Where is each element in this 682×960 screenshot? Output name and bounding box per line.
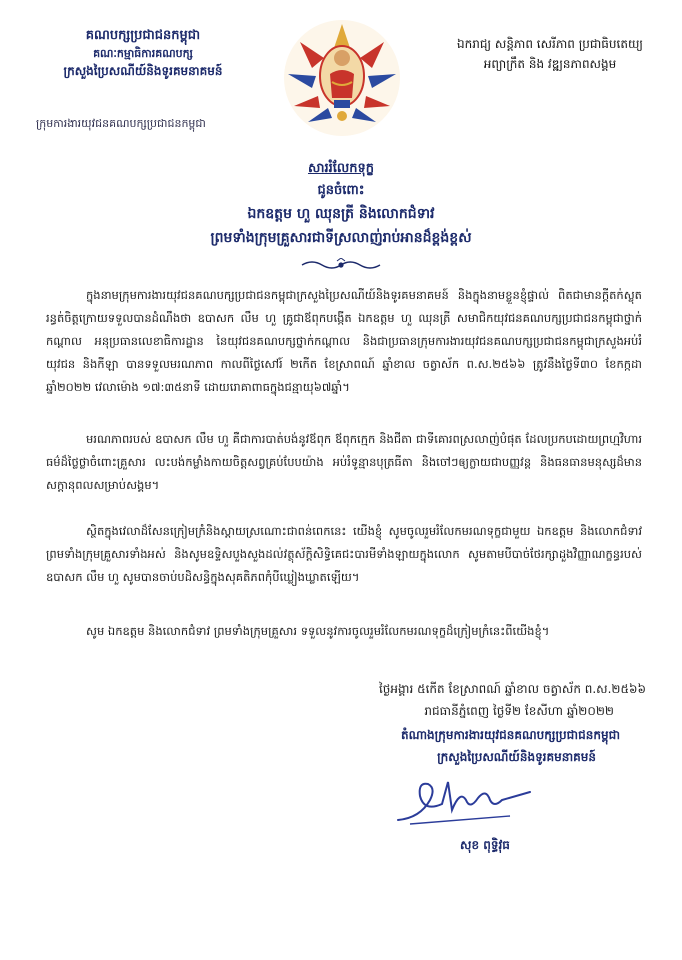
handwritten-signature bbox=[390, 770, 540, 830]
title-ornament bbox=[300, 258, 382, 272]
ministry-name: ក្រសួងប្រៃសណីយ៍និងទូរគមនាគមន៍ bbox=[63, 64, 223, 78]
party-committee: គណៈកម្មាធិការគណបក្ស bbox=[93, 47, 193, 60]
youth-working-group: ក្រុមការងារយុវជនគណបក្សប្រជាជនកម្ពុជា bbox=[36, 117, 206, 130]
letter-title bbox=[60, 158, 622, 250]
paragraph-closing: សូម ឯកឧត្តម និងលោកជំទាវ ព្រមទាំងក្រុមគ្រួសារ ទទួលនូវការចូលរួមរំលែកមរណទុក្ខដ៏ក្រៀមក្រំនេះពីយើងខ្ញុំ។ bbox=[86, 624, 550, 638]
paragraph-tribute: មរណភាពរបស់ ឧបាសក លឹម ហួ គឺជាការបាត់បង់នូវឪពុក ឪពុកក្មេក និងជីតា ជាទីគោរពស្រលាញ់បំផុត ដែលប្រកបដោយព្រហ្មវិហារធម៌ដ៏ថ្លៃថ្លាចំពោះគ្រួសារ លះបង់កម្លាំងកាយចិត្តសព្វគ្រប់បែបយ៉ាង អប់រំទូន្មានបុត្រធីតា និងចៅៗឲ្យក្លាយជាបញ្ញវន្ត និងធនធានមនុស្សដ៏មានសក្តានុពលសម្រាប់សង្គម។ bbox=[46, 432, 642, 492]
on-behalf-line: តំណាងក្រុមការងារយុវជនគណបក្សប្រជាជនកម្ពុជា bbox=[400, 728, 620, 742]
paragraph-condolence: ស្ថិតក្នុងវេលាដ៏សែនក្រៀមក្រំនិងស្តាយស្រណោះជាពន់ពេកនេះ យើងខ្ញុំ សូមចូលរួមរំលែកមរណទុក្ខជាមួយ ឯកឧត្តម និងលោកជំទាវ ព្រមទាំងក្រុមគ្រួសារទាំងអស់ និងសូមឧទ្ទិសបួងសួងដល់វត្ថុស័ក្តិសិទ្ធិគេជះបារមីទាំងឡាយក្នុងលោក សូមតាមបីបាច់ថែរក្សាដួងវិញ្ញាណក្ខន្ធរបស់ ឧបាសក លឹម ហួ សូមបានចាប់បដិសន្ធិក្នុងសុគតិភពកុំបីឃ្លៀងឃ្លាតឡើយ។ bbox=[46, 524, 642, 584]
motto-line-1: ឯករាជ្យ សន្តិភាព សេរីភាព ប្រជាធិបតេយ្យ bbox=[457, 37, 643, 51]
national-motto bbox=[440, 34, 660, 74]
addressed-to: ជូនចំពោះ bbox=[317, 183, 365, 198]
party-header bbox=[28, 26, 258, 132]
party-logo bbox=[280, 18, 404, 138]
recipient-family: ព្រមទាំងក្រុមគ្រួសារជាទីស្រលាញ់រាប់អានដ៏ខ្ពង់ខ្ពស់ bbox=[210, 230, 472, 246]
paragraph-announcement: ក្នុងនាមក្រុមការងារយុវជនគណបក្សប្រជាជនកម្ពុជាក្រសួងប្រៃសណីយ៍និងទូរគមនាគមន៍ និងក្នុងនាមខ្លួនខ្ញុំផ្ទាល់ ពិតជាមានក្តីតក់ស្លុតរន្ធត់ចិត្តក្រោយទទួលបានដំណឹងថា ឧបាសក លឹម ហួ គ្រូជាឪពុកបង្កើត ឯកឧត្តម ហួ ឈុនត្រី សមាជិកយុវជនគណបក្សប្រជាជនកម្ពុជាថ្នាក់កណ្តាល អនុប្រធានលេខាធិការដ្ឋាន នៃយុវជនគណបក្សថ្នាក់កណ្តាល និងជាប្រធានក្រុមការងារយុវជនគណបក្សប្រជាជនកម្ពុជាក្រសួងអប់រំ យុវជន និងកីឡា បានទទួលមរណភាព កាលពីថ្ងៃសៅរ៍ ២កើត ខែស្រាពណ៍ ឆ្នាំខាល ចត្វាស័ក ព.ស.២៥៦៦ ត្រូវនឹងថ្ងៃទី៣០ ខែកក្កដា ឆ្នាំ២០២២ វេលាម៉ោង ១៧:៣៥នាទី ដោយរោគាពាធក្នុងជន្មាយុ៦៧ឆ្នាំ។ bbox=[46, 288, 642, 394]
signer-name: សុខ ពុទ្ធិវុធ bbox=[460, 838, 510, 852]
party-name: គណបក្សប្រជាជនកម្ពុជា bbox=[85, 28, 201, 43]
recipient-name: ឯកឧត្តម ហួ ឈុនត្រី និងលោកជំទាវ bbox=[247, 206, 435, 222]
signatory-ministry: ក្រសួងប្រៃសណីយ៍និងទូរគមនាគមន៍ bbox=[437, 750, 596, 764]
solar-date: រាជធានីភ្នំពេញ ថ្ងៃទី២ ខែសីហា ឆ្នាំ២០២២ bbox=[424, 704, 614, 718]
motto-line-2: អព្យាក្រឹត និង វឌ្ឍនភាពសង្គម bbox=[483, 57, 617, 71]
letter-subject: សាររំលែកទុក្ខ bbox=[307, 161, 374, 176]
lunar-date: ថ្ងៃអង្គារ ៥កើត ខែស្រាពណ៍ ឆ្នាំខាល ចត្វាស័ក ព.ស.២៥៦៦ bbox=[379, 682, 646, 696]
